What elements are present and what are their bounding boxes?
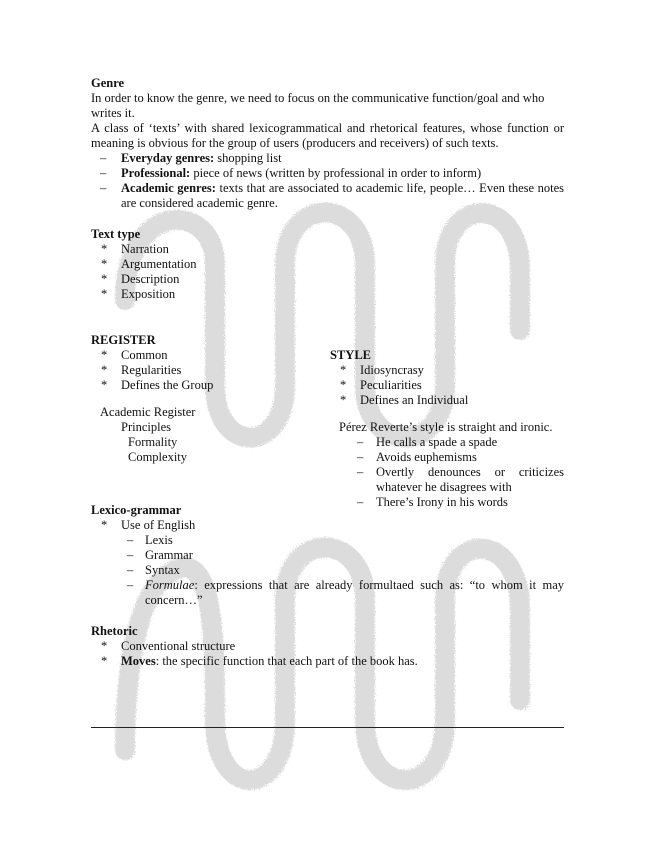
moves-text: : the specific function that each part of the book has. (155, 654, 418, 668)
genre-item-term: Everyday genres: (121, 151, 215, 165)
rhetoric-list (91, 639, 564, 669)
lexico-sub-item: – Syntax (91, 563, 564, 578)
rhetoric-item (91, 654, 564, 669)
style-dash-list (330, 435, 564, 510)
style-dash-item: – He calls a spade a spade (330, 435, 564, 450)
lexico-sub-item (91, 578, 564, 608)
genre-list (91, 151, 564, 211)
document-page (91, 76, 564, 669)
genre-item-term: Academic genres: (121, 181, 216, 195)
style-item: * Defines an Individual (330, 393, 564, 408)
genre-item (91, 181, 564, 211)
style-note: Pérez Reverte’s style is straight and ironic. (339, 420, 553, 434)
rhetoric-item: * Conventional structure (91, 639, 564, 654)
lexico-list (91, 518, 564, 533)
text-type-item: * Argumentation (91, 257, 564, 272)
lexico-item: * Use of English (91, 518, 564, 533)
text-type-item: * Description (91, 272, 564, 287)
formulae-text: : expressions that are already formultaed such as: “to whom it may concern…” (145, 578, 564, 607)
footer-rule (91, 727, 564, 728)
register-item: * Regularities (91, 363, 321, 378)
register-item: * Common (91, 348, 321, 363)
genre-item (91, 166, 564, 181)
principle-item: Formality (128, 435, 178, 449)
style-item: * Peculiarities (330, 378, 564, 393)
genre-item (91, 151, 564, 166)
text-type-heading: Text type (91, 227, 141, 241)
text-type-item: * Exposition (91, 287, 564, 302)
moves-term: Moves (121, 654, 156, 668)
lexico-sub-item: – Lexis (91, 533, 564, 548)
genre-heading: Genre (91, 76, 125, 90)
genre-item-term: Professional: (121, 166, 191, 180)
register-heading: REGISTER (91, 333, 156, 347)
principle-item: Complexity (128, 450, 188, 464)
lexico-heading: Lexico-grammar (91, 503, 182, 517)
style-item: * Idiosyncrasy (330, 363, 564, 378)
lexico-sub-item: – Grammar (91, 548, 564, 563)
genre-item-text: piece of news (written by professional in order to inform) (190, 166, 482, 180)
genre-item-text: texts that are associated to academic life, people… Even these notes are considered academic genre. (121, 181, 564, 210)
register-style-section (91, 333, 564, 509)
rhetoric-heading: Rhetoric (91, 624, 138, 638)
genre-paragraph-1: In order to know the genre, we need to focus on the communicative function/goal and who writes it. (91, 91, 545, 120)
text-type-list (91, 242, 564, 302)
style-column (330, 348, 564, 510)
style-list (330, 363, 564, 408)
register-list (91, 348, 321, 393)
academic-register-title: Academic Register (100, 405, 196, 419)
style-dash-item: – Avoids euphemisms (330, 450, 564, 465)
register-item: * Defines the Group (91, 378, 321, 393)
text-type-item: * Narration (91, 242, 564, 257)
style-heading: STYLE (330, 348, 371, 362)
register-column (91, 333, 321, 465)
style-dash-item: – There’s Irony in his words (330, 495, 564, 510)
lexico-sub-list (91, 533, 564, 608)
genre-paragraph-2: A class of ‘texts’ with shared lexicogrammatical and rhetorical features, whose function or meaning is obvious for the group of users (producers and receivers) of such texts. (91, 121, 564, 150)
formulae-term: Formulae (145, 578, 195, 592)
genre-item-text: shopping list (214, 151, 282, 165)
principles-label: Principles (121, 420, 171, 434)
style-dash-item: – Overtly denounces or criticizes whatever he disagrees with (330, 465, 564, 495)
